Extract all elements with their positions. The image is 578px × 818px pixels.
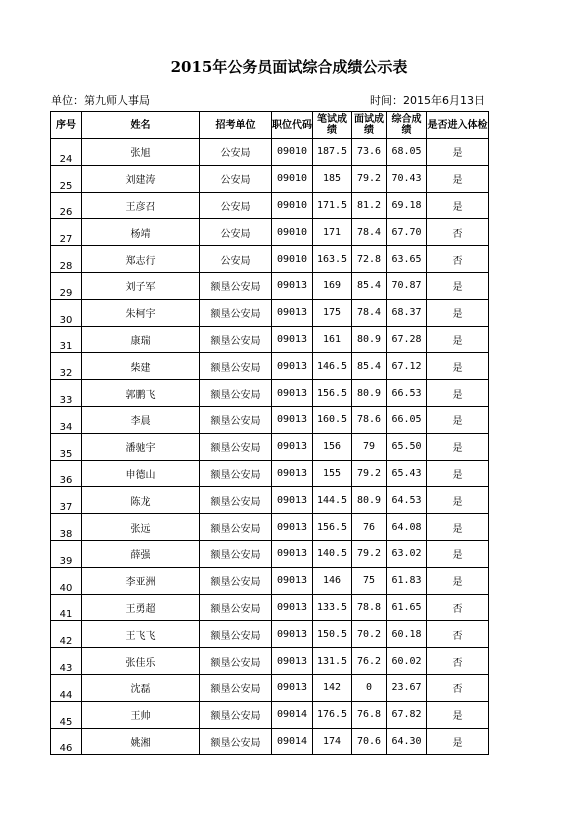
row-physical-exam: 是: [427, 299, 489, 326]
row-total-score: 61.65: [387, 594, 427, 621]
row-seq: 34: [51, 406, 82, 433]
row-physical-exam: 否: [427, 648, 489, 675]
row-name: 朱柯宇: [82, 299, 200, 326]
row-recruit-unit: 额垦公安局: [200, 621, 272, 648]
row-total-score: 64.53: [387, 487, 427, 514]
row-interview-score: 79.2: [352, 540, 387, 567]
row-post-code: 09013: [272, 272, 313, 299]
row-name: 杨靖: [82, 219, 200, 246]
row-recruit-unit: 额垦公安局: [200, 299, 272, 326]
row-total-score: 68.37: [387, 299, 427, 326]
row-post-code: 09010: [272, 246, 313, 273]
row-recruit-unit: 额垦公安局: [200, 487, 272, 514]
row-total-score: 65.50: [387, 433, 427, 460]
table-row: [51, 246, 489, 273]
row-recruit-unit: 额垦公安局: [200, 406, 272, 433]
row-post-code: 09013: [272, 299, 313, 326]
row-recruit-unit: 额垦公安局: [200, 514, 272, 541]
row-total-score: 70.87: [387, 272, 427, 299]
row-post-code: 09010: [272, 165, 313, 192]
row-seq: 37: [51, 487, 82, 514]
table-row: [51, 567, 489, 594]
row-seq: 43: [51, 648, 82, 675]
row-total-score: 23.67: [387, 674, 427, 701]
header-name: 姓名: [82, 112, 200, 139]
row-recruit-unit: 额垦公安局: [200, 674, 272, 701]
row-physical-exam: 是: [427, 353, 489, 380]
row-post-code: 09014: [272, 728, 313, 755]
row-total-score: 69.18: [387, 192, 427, 219]
row-post-code: 09013: [272, 353, 313, 380]
row-written-score: 175: [313, 299, 352, 326]
row-total-score: 64.30: [387, 728, 427, 755]
row-interview-score: 79.2: [352, 165, 387, 192]
row-written-score: 146.5: [313, 353, 352, 380]
row-seq: 26: [51, 192, 82, 219]
table-row: [51, 406, 489, 433]
row-written-score: 171.5: [313, 192, 352, 219]
row-written-score: 174: [313, 728, 352, 755]
row-interview-score: 0: [352, 674, 387, 701]
row-recruit-unit: 额垦公安局: [200, 540, 272, 567]
row-seq: 38: [51, 514, 82, 541]
row-physical-exam: 是: [427, 701, 489, 728]
row-name: 姚湘: [82, 728, 200, 755]
row-total-score: 68.05: [387, 139, 427, 166]
row-physical-exam: 是: [427, 380, 489, 407]
row-interview-score: 80.9: [352, 487, 387, 514]
row-post-code: 09013: [272, 540, 313, 567]
row-interview-score: 78.8: [352, 594, 387, 621]
table-row: [51, 192, 489, 219]
row-written-score: 156.5: [313, 380, 352, 407]
row-recruit-unit: 额垦公安局: [200, 353, 272, 380]
row-seq: 31: [51, 326, 82, 353]
header-recruit-unit: 招考单位: [200, 112, 272, 139]
row-seq: 24: [51, 139, 82, 166]
row-physical-exam: 否: [427, 219, 489, 246]
row-physical-exam: 是: [427, 487, 489, 514]
row-written-score: 146: [313, 567, 352, 594]
row-post-code: 09013: [272, 621, 313, 648]
row-interview-score: 76.2: [352, 648, 387, 675]
row-written-score: 156.5: [313, 514, 352, 541]
row-written-score: 161: [313, 326, 352, 353]
row-name: 李晨: [82, 406, 200, 433]
row-physical-exam: 否: [427, 594, 489, 621]
table-row: [51, 621, 489, 648]
header-row: [51, 112, 489, 139]
row-total-score: 60.02: [387, 648, 427, 675]
row-physical-exam: 是: [427, 192, 489, 219]
row-recruit-unit: 额垦公安局: [200, 728, 272, 755]
row-post-code: 09013: [272, 674, 313, 701]
row-name: 申德山: [82, 460, 200, 487]
table-row: [51, 540, 489, 567]
row-physical-exam: 否: [427, 621, 489, 648]
row-total-score: 65.43: [387, 460, 427, 487]
row-recruit-unit: 额垦公安局: [200, 433, 272, 460]
row-post-code: 09013: [272, 433, 313, 460]
table-row: [51, 219, 489, 246]
table-row: [51, 326, 489, 353]
row-total-score: 66.53: [387, 380, 427, 407]
row-recruit-unit: 公安局: [200, 139, 272, 166]
row-post-code: 09013: [272, 460, 313, 487]
row-seq: 36: [51, 460, 82, 487]
row-recruit-unit: 公安局: [200, 246, 272, 273]
row-physical-exam: 是: [427, 165, 489, 192]
row-physical-exam: 是: [427, 728, 489, 755]
row-written-score: 140.5: [313, 540, 352, 567]
row-written-score: 163.5: [313, 246, 352, 273]
row-post-code: 09010: [272, 139, 313, 166]
row-total-score: 61.83: [387, 567, 427, 594]
header-written-score: 笔试成绩: [313, 112, 352, 139]
row-seq: 27: [51, 219, 82, 246]
row-interview-score: 80.9: [352, 326, 387, 353]
row-interview-score: 76: [352, 514, 387, 541]
row-physical-exam: 是: [427, 514, 489, 541]
row-written-score: 133.5: [313, 594, 352, 621]
row-written-score: 169: [313, 272, 352, 299]
row-written-score: 171: [313, 219, 352, 246]
row-recruit-unit: 额垦公安局: [200, 701, 272, 728]
row-seq: 41: [51, 594, 82, 621]
row-post-code: 09013: [272, 326, 313, 353]
row-physical-exam: 是: [427, 406, 489, 433]
row-seq: 25: [51, 165, 82, 192]
row-post-code: 09013: [272, 567, 313, 594]
table-row: [51, 674, 489, 701]
row-total-score: 67.70: [387, 219, 427, 246]
row-name: 刘建涛: [82, 165, 200, 192]
row-interview-score: 73.6: [352, 139, 387, 166]
row-seq: 29: [51, 272, 82, 299]
row-written-score: 142: [313, 674, 352, 701]
row-name: 郑志行: [82, 246, 200, 273]
row-total-score: 63.65: [387, 246, 427, 273]
row-name: 柴建: [82, 353, 200, 380]
row-total-score: 60.18: [387, 621, 427, 648]
row-name: 王飞飞: [82, 621, 200, 648]
row-recruit-unit: 额垦公安局: [200, 567, 272, 594]
row-physical-exam: 是: [427, 460, 489, 487]
row-interview-score: 78.6: [352, 406, 387, 433]
row-seq: 40: [51, 567, 82, 594]
row-physical-exam: 是: [427, 540, 489, 567]
row-recruit-unit: 额垦公安局: [200, 380, 272, 407]
row-total-score: 63.02: [387, 540, 427, 567]
row-name: 王帅: [82, 701, 200, 728]
table-row: [51, 433, 489, 460]
row-written-score: 156: [313, 433, 352, 460]
table-row: [51, 353, 489, 380]
row-written-score: 150.5: [313, 621, 352, 648]
row-interview-score: 80.9: [352, 380, 387, 407]
row-interview-score: 85.4: [352, 272, 387, 299]
header-post-code: 职位代码: [272, 112, 313, 139]
header-total-score: 综合成绩: [387, 112, 427, 139]
date-label: 时间：2015年6月13日: [370, 94, 485, 107]
table-row: [51, 728, 489, 755]
row-post-code: 09010: [272, 219, 313, 246]
table-row: [51, 701, 489, 728]
header-physical-exam: 是否进入体检: [427, 112, 489, 139]
row-recruit-unit: 公安局: [200, 219, 272, 246]
row-interview-score: 78.4: [352, 219, 387, 246]
table-row: [51, 514, 489, 541]
row-written-score: 131.5: [313, 648, 352, 675]
row-written-score: 185: [313, 165, 352, 192]
table-row: [51, 594, 489, 621]
row-written-score: 160.5: [313, 406, 352, 433]
row-total-score: 67.12: [387, 353, 427, 380]
row-seq: 35: [51, 433, 82, 460]
row-seq: 33: [51, 380, 82, 407]
row-name: 薛强: [82, 540, 200, 567]
row-post-code: 09014: [272, 701, 313, 728]
row-interview-score: 76.8: [352, 701, 387, 728]
row-physical-exam: 是: [427, 272, 489, 299]
unit-label: 单位：第九师人事局: [51, 94, 150, 107]
row-physical-exam: 是: [427, 567, 489, 594]
table-body: [51, 139, 489, 755]
row-interview-score: 81.2: [352, 192, 387, 219]
row-name: 康瑞: [82, 326, 200, 353]
row-name: 郭鹏飞: [82, 380, 200, 407]
row-seq: 39: [51, 540, 82, 567]
row-interview-score: 70.2: [352, 621, 387, 648]
row-interview-score: 79: [352, 433, 387, 460]
row-total-score: 67.82: [387, 701, 427, 728]
row-name: 张远: [82, 514, 200, 541]
row-recruit-unit: 额垦公安局: [200, 326, 272, 353]
row-name: 张旭: [82, 139, 200, 166]
row-post-code: 09013: [272, 594, 313, 621]
table-row: [51, 165, 489, 192]
row-total-score: 66.05: [387, 406, 427, 433]
row-total-score: 70.43: [387, 165, 427, 192]
row-post-code: 09013: [272, 487, 313, 514]
row-seq: 30: [51, 299, 82, 326]
row-name: 陈龙: [82, 487, 200, 514]
row-interview-score: 70.6: [352, 728, 387, 755]
row-written-score: 155: [313, 460, 352, 487]
header-seq: 序号: [51, 112, 82, 139]
row-name: 刘子军: [82, 272, 200, 299]
row-seq: 28: [51, 246, 82, 273]
row-seq: 45: [51, 701, 82, 728]
row-name: 李亚洲: [82, 567, 200, 594]
row-recruit-unit: 额垦公安局: [200, 460, 272, 487]
row-written-score: 187.5: [313, 139, 352, 166]
row-seq: 46: [51, 728, 82, 755]
row-total-score: 67.28: [387, 326, 427, 353]
header-interview-score: 面试成绩: [352, 112, 387, 139]
row-physical-exam: 是: [427, 433, 489, 460]
row-seq: 42: [51, 621, 82, 648]
row-seq: 32: [51, 353, 82, 380]
table-row: [51, 299, 489, 326]
row-recruit-unit: 额垦公安局: [200, 594, 272, 621]
row-post-code: 09013: [272, 648, 313, 675]
row-post-code: 09013: [272, 380, 313, 407]
row-total-score: 64.08: [387, 514, 427, 541]
row-physical-exam: 否: [427, 246, 489, 273]
row-physical-exam: 是: [427, 326, 489, 353]
row-post-code: 09010: [272, 192, 313, 219]
row-recruit-unit: 额垦公安局: [200, 272, 272, 299]
row-name: 王彦召: [82, 192, 200, 219]
row-seq: 44: [51, 674, 82, 701]
table-row: [51, 648, 489, 675]
table-row: [51, 487, 489, 514]
row-post-code: 09013: [272, 514, 313, 541]
row-written-score: 176.5: [313, 701, 352, 728]
row-name: 张佳乐: [82, 648, 200, 675]
row-name: 沈磊: [82, 674, 200, 701]
row-interview-score: 79.2: [352, 460, 387, 487]
table-row: [51, 460, 489, 487]
row-name: 潘驰宇: [82, 433, 200, 460]
score-table: [50, 111, 489, 755]
row-physical-exam: 是: [427, 139, 489, 166]
row-physical-exam: 否: [427, 674, 489, 701]
row-recruit-unit: 公安局: [200, 165, 272, 192]
table-row: [51, 272, 489, 299]
table-row: [51, 380, 489, 407]
row-interview-score: 72.8: [352, 246, 387, 273]
page-title: 2015年公务员面试综合成绩公示表: [170, 58, 408, 76]
table-row: [51, 139, 489, 166]
row-name: 王勇超: [82, 594, 200, 621]
row-written-score: 144.5: [313, 487, 352, 514]
row-recruit-unit: 公安局: [200, 192, 272, 219]
row-interview-score: 85.4: [352, 353, 387, 380]
row-post-code: 09013: [272, 406, 313, 433]
row-interview-score: 78.4: [352, 299, 387, 326]
row-interview-score: 75: [352, 567, 387, 594]
row-recruit-unit: 额垦公安局: [200, 648, 272, 675]
